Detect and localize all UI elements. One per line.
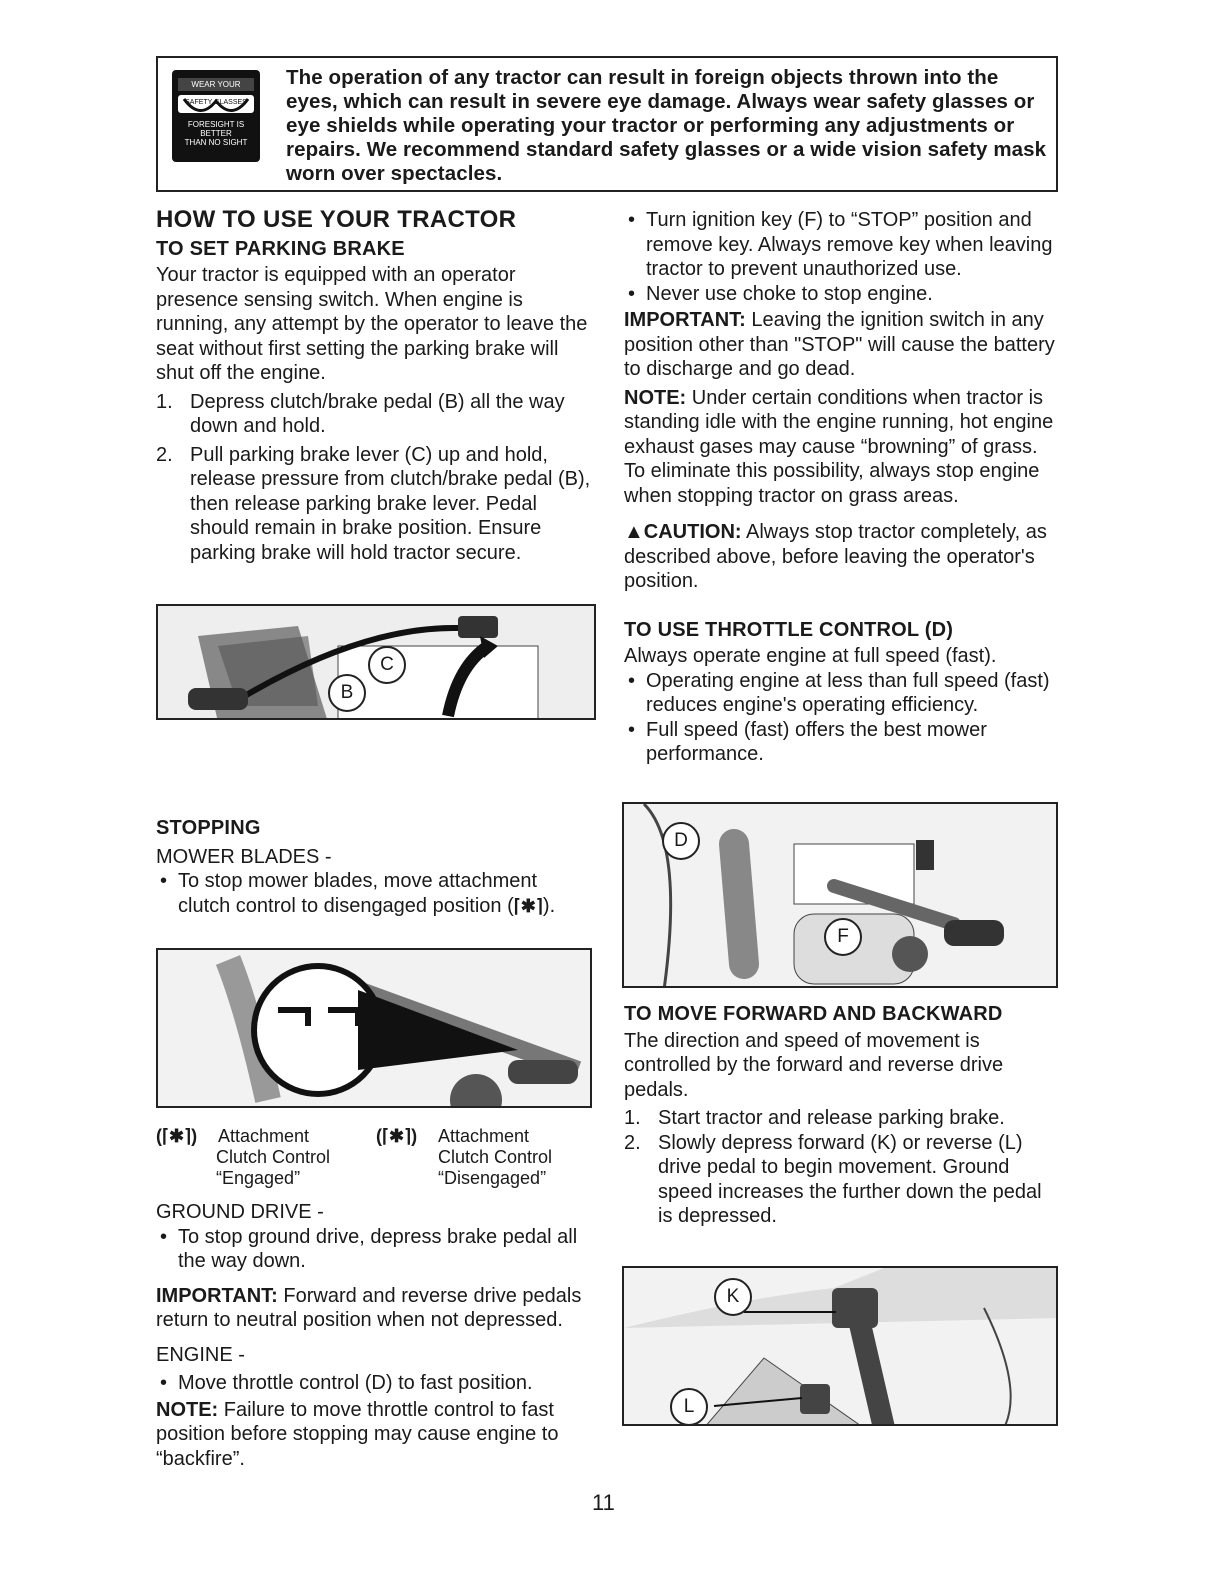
clutch-engaged-icon: (⌈✱⌉) bbox=[156, 1126, 198, 1146]
list-item: • Full speed (fast) offers the best mower performance. bbox=[628, 718, 987, 765]
page-number: 11 bbox=[592, 1490, 615, 1515]
left-column bbox=[156, 208, 592, 565]
stopping-section bbox=[156, 816, 592, 918]
caution-triangle-icon: ▲ bbox=[624, 521, 644, 543]
list-item: 2. Pull parking brake lever (C) up and hold, release pressure from clutch/brake pedal (B), then release parking brake lever. Pedal should remain in brake position. Ensure parking brake will hold tractor secure. bbox=[156, 443, 591, 564]
note: NOTE: Under certain conditions when tractor is standing idle with the engine running, hot engine exhaust gases may cause “browning” of grass. To eliminate this possibility, always stop engine when stopping tractor on grass areas. bbox=[624, 386, 1054, 507]
safety-glasses-icon: WEAR YOUR SAFETY GLASSES FORESIGHT IS BETTER THAN NO SIGHT bbox=[172, 70, 260, 162]
clutch-control-drawing bbox=[158, 950, 592, 1108]
callout-l: L bbox=[670, 1388, 708, 1426]
throttle-illustration bbox=[622, 802, 1058, 988]
list-item: • To stop mower blades, move attachment clutch control to disengaged position (⌈✱⌉). bbox=[160, 870, 556, 917]
engine-label: ENGINE - bbox=[156, 1343, 245, 1366]
list-item: • Operating engine at less than full speed (fast) reduces engine's operating efficiency. bbox=[628, 669, 1050, 716]
parking-brake-title: TO SET PARKING BRAKE bbox=[156, 237, 405, 260]
important-note: IMPORTANT: Leaving the ignition switch in any position other than "STOP" will cause the battery to discharge and go dead. bbox=[624, 309, 1055, 380]
important-note: IMPORTANT: Forward and reverse drive pedals return to neutral position when not depressed. bbox=[156, 1284, 582, 1331]
move-title: TO MOVE FORWARD AND BACKWARD bbox=[624, 1003, 1003, 1025]
parking-brake-illustration bbox=[156, 604, 596, 720]
stopping-title: STOPPING bbox=[156, 817, 261, 839]
legend-disengaged: (⌈✱⌉) Attachment Clutch Control “Disengaged” bbox=[376, 1126, 553, 1188]
list-item: • Never use choke to stop engine. bbox=[628, 282, 933, 305]
parking-brake-intro: Your tractor is equipped with an operator presence sensing switch. When engine is running, any attempt by the operator to leave the seat without first setting the parking brake will shut off the engine. bbox=[156, 264, 588, 384]
eye-safety-warning-box bbox=[156, 56, 1058, 192]
list-item: 2. Slowly depress forward (K) or reverse (L) drive pedal to begin movement. Ground speed increases the further down the pedal is depressed. bbox=[624, 1131, 1042, 1227]
pedals-illustration bbox=[622, 1266, 1058, 1426]
caution-note: ▲CAUTION: Always stop tractor completely, as described above, before leaving the operator's position. bbox=[624, 521, 1047, 592]
mower-blades-label: MOWER BLADES - bbox=[156, 845, 332, 868]
throttle-intro: Always operate engine at full speed (fast). bbox=[624, 645, 997, 667]
clutch-control-illustration bbox=[156, 948, 592, 1108]
throttle-title: TO USE THROTTLE CONTROL (D) bbox=[624, 618, 954, 641]
list-item: • To stop ground drive, depress brake pedal all the way down. bbox=[160, 1225, 578, 1272]
warning-text: The operation of any tractor can result in foreign objects thrown into the eyes, which can result in severe eye damage. Always wear safety glasses or eye shields while operating your tractor or performing any adjustments or repairs. We recommend standard safety glasses or a wide vision safety mask worn over spectacles. bbox=[286, 66, 1047, 185]
callout-c: C bbox=[368, 646, 406, 684]
callout-b: B bbox=[328, 674, 366, 712]
move-section bbox=[624, 1002, 1060, 1229]
clutch-disengaged-icon: (⌈✱⌉) bbox=[376, 1126, 418, 1146]
list-item: • Move throttle control (D) to fast position. bbox=[160, 1372, 533, 1394]
ground-drive-section bbox=[156, 1200, 592, 1471]
callout-k: K bbox=[714, 1278, 752, 1316]
note: NOTE: Failure to move throttle control to fast position before stopping may cause engine to “backfire”. bbox=[156, 1398, 559, 1470]
callout-d: D bbox=[662, 822, 700, 860]
clutch-disengaged-icon: ⌈✱⌉ bbox=[513, 895, 543, 916]
move-intro: The direction and speed of movement is controlled by the forward and reverse drive pedals. bbox=[624, 1029, 1004, 1101]
callout-f: F bbox=[824, 918, 862, 956]
list-item: • Turn ignition key (F) to “STOP” position and remove key. Always remove key when leaving tractor to prevent unauthorized use. bbox=[628, 209, 1053, 280]
ground-drive-label: GROUND DRIVE - bbox=[156, 1201, 324, 1223]
right-column bbox=[624, 208, 1060, 767]
list-item: 1. Start tractor and release parking brake. bbox=[624, 1107, 1005, 1129]
legend-engaged: (⌈✱⌉) Attachment Clutch Control “Engaged” bbox=[156, 1126, 331, 1188]
section-heading: HOW TO USE YOUR TRACTOR bbox=[156, 206, 517, 233]
list-item: 1. Depress clutch/brake pedal (B) all the way down and hold. bbox=[156, 390, 565, 437]
